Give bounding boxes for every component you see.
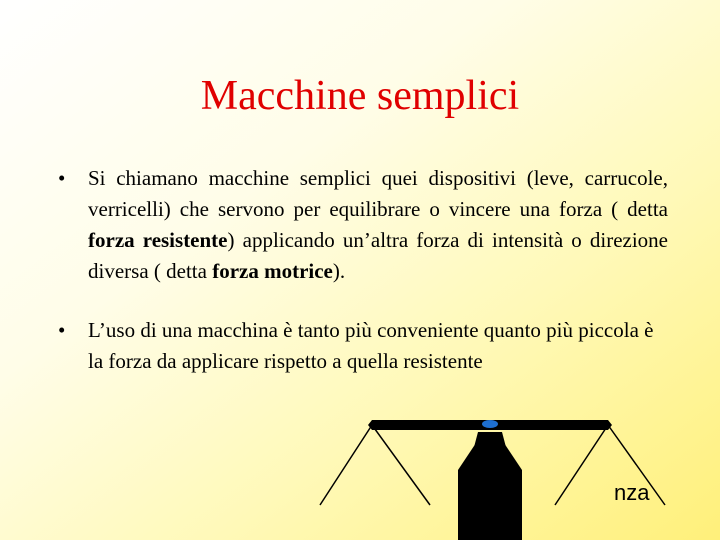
slide-title: Macchine semplici: [200, 73, 520, 119]
bullet-dot: •: [58, 166, 66, 190]
footer-word-right: nza: [614, 480, 650, 505]
bullet-text-part: ) applicando un’altra forza di intensità o direzione diversa ( detta: [88, 228, 668, 283]
bullet-text-part: Si chiamano macchine semplici quei dispositivi (leve, carrucole, verricelli) che servono per equilibrare o vincere una forza ( detta: [88, 166, 668, 221]
scale-pivot: [482, 420, 498, 428]
term-forza-resistente: forza resistente: [88, 228, 228, 252]
bullet-text-part: ).: [332, 259, 346, 283]
bullet-dot: •: [58, 318, 66, 342]
term-forza-motrice: forza motrice: [212, 259, 333, 283]
bullet-text-convenience: L’uso di una macchina è tanto più conveniente quanto più piccola è la forza da applicare rispetto a quella resistente: [88, 318, 654, 373]
